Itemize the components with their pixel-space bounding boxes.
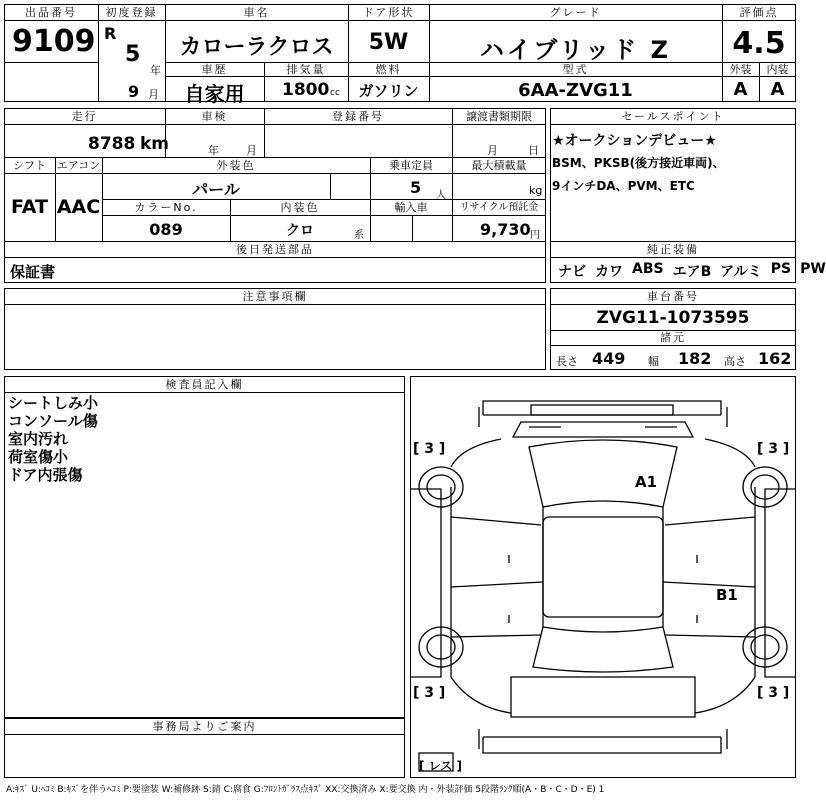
- score-label: 評価点: [739, 6, 779, 19]
- len-label: 長さ: [556, 355, 578, 368]
- damage-mark-a1: A1: [635, 473, 658, 491]
- color: パール: [192, 180, 240, 199]
- reg-year: 5: [125, 42, 141, 67]
- wid-label: 幅: [648, 355, 659, 368]
- door-type: 5W: [368, 30, 409, 55]
- load-unit: kg: [529, 184, 543, 197]
- equip-item: PS: [770, 261, 792, 277]
- month-unit: 月: [148, 88, 159, 101]
- color-no-label: カラーNo.: [134, 201, 198, 214]
- equip-item: ABS: [632, 261, 664, 277]
- color-label: 外装色: [216, 159, 256, 172]
- inspector-label: 検査員記入欄: [165, 378, 244, 391]
- shift-label: シフト: [13, 159, 46, 172]
- lot-number: 9109: [12, 24, 96, 59]
- recycle-label: リサイクル預託金: [459, 202, 539, 213]
- mileage: 8788: [88, 134, 136, 154]
- equip-label: 純正装備: [647, 243, 699, 256]
- equip-item: ナビ: [558, 264, 586, 280]
- capacity-label: 乗車定員: [389, 159, 433, 172]
- inspector-line-5: ドア内張傷: [8, 466, 83, 484]
- recycle-unit: 円: [530, 230, 540, 241]
- reg-month: 9: [128, 82, 140, 101]
- door-label: ドア形状: [362, 6, 415, 19]
- inspector-line-2: コンソール傷: [8, 412, 98, 430]
- chassis-label: 車台番号: [647, 290, 699, 303]
- interior-unit: 系: [354, 230, 364, 241]
- notice-label: 注意事項欄: [242, 290, 308, 303]
- inspector-line-1: シートしみ小: [8, 394, 99, 412]
- import-label: 輸入車: [394, 201, 428, 214]
- displacement-label: 排気量: [286, 63, 326, 76]
- tire-rear-right: [ 3 ]: [757, 685, 790, 701]
- reg-no-label: 登録番号: [332, 110, 384, 123]
- shift: FAT: [11, 196, 48, 218]
- tire-front-right: [ 3 ]: [757, 441, 790, 457]
- mileage-unit: km: [140, 134, 170, 154]
- fuel-label: 燃料: [375, 63, 402, 76]
- int-label: 内装: [766, 63, 789, 76]
- displacement: 1800: [282, 80, 330, 100]
- lot-label: 出品番号: [25, 6, 77, 19]
- ac-label: エアコン: [56, 159, 101, 172]
- height: 162: [758, 349, 792, 368]
- recycle: 9,730: [480, 220, 531, 239]
- hei-label: 高さ: [724, 355, 746, 368]
- ext-score: A: [733, 79, 748, 100]
- chassis-number: ZVG11-1073595: [596, 308, 750, 328]
- tr-day-unit: 日: [528, 144, 539, 157]
- color-no: 089: [149, 220, 183, 239]
- car-name: カローラクロス: [179, 35, 334, 60]
- car-outline-diagram: [411, 377, 795, 777]
- capacity-unit: 人: [436, 190, 446, 201]
- inspector-line-3: 室内汚れ: [8, 430, 69, 448]
- sales-line-3: 9インチDA、PVM、ETC: [552, 179, 695, 193]
- width: 182: [678, 349, 712, 368]
- later-value: 保証書: [10, 263, 56, 281]
- tire-front-left: [ 3 ]: [413, 441, 446, 457]
- equip-item: PW: [800, 261, 826, 277]
- inspection-label: 車検: [201, 110, 228, 123]
- equip-item: エアB: [672, 264, 712, 280]
- grade-label: グレード: [549, 6, 602, 19]
- model: 6AA-ZVG11: [518, 80, 633, 101]
- capacity: 5: [410, 178, 422, 197]
- era: R: [104, 24, 117, 43]
- office-label: 事務局よりご案内: [152, 720, 257, 733]
- insp-month-unit: 月: [246, 144, 257, 157]
- ext-label: 外装: [729, 63, 752, 76]
- fuel: ガソリン: [358, 82, 419, 100]
- later-label: 後日発送部品: [236, 243, 314, 256]
- insp-year-unit: 年: [208, 144, 219, 157]
- first-reg-label: 初度登録: [105, 6, 158, 19]
- tr-month-unit: 月: [487, 144, 498, 157]
- mileage-label: 走行: [71, 110, 98, 123]
- dims-label: 諸元: [660, 331, 686, 344]
- spare-tire: [ レス ]: [419, 759, 462, 773]
- score: 4.5: [732, 26, 786, 61]
- year-unit: 年: [150, 64, 161, 77]
- displacement-unit: cc: [330, 88, 340, 98]
- sales-block: [550, 108, 796, 242]
- equip-item: カワ: [595, 264, 623, 280]
- history-label: 車歴: [201, 63, 228, 76]
- inspector-line-4: 荷室傷小: [8, 448, 69, 466]
- history: 自家用: [184, 82, 245, 106]
- tire-rear-left: [ 3 ]: [413, 685, 446, 701]
- transfer-label: 譲渡書類期限: [466, 110, 532, 123]
- interior-color: クロ: [286, 223, 314, 239]
- length: 449: [592, 349, 626, 368]
- sales-label: セールスポイント: [621, 110, 725, 123]
- equip-item: アルミ: [720, 264, 762, 280]
- legend: A:ｷｽﾞ U:ﾍｺﾐ B:ｷｽﾞを伴うﾍｺﾐ P:要塗装 W:補修跡 S:錆 C:腐食 G:ﾌﾛﾝﾄｶﾞﾗｽ点ｷｽﾞ XX:交換済み X:要交換 内・外装評価 5段階ﾗﾝｸ順(A・B・C・D・E) 1: [6, 785, 605, 795]
- name-label: 車名: [243, 6, 270, 19]
- load-label: 最大積載量: [471, 159, 527, 172]
- grade: ハイブリッド Z: [479, 36, 672, 64]
- sales-line-2: BSM、PKSB(後方接近車両)、: [552, 156, 725, 170]
- int-score: A: [770, 79, 785, 100]
- car-diagram: [410, 376, 796, 778]
- ac: AAC: [56, 196, 101, 218]
- model-label: 型式: [562, 63, 589, 76]
- interior-color-label: 内装色: [280, 201, 320, 214]
- damage-mark-b1: B1: [716, 586, 738, 604]
- sales-line-1: ★オークションデビュー★: [552, 133, 717, 149]
